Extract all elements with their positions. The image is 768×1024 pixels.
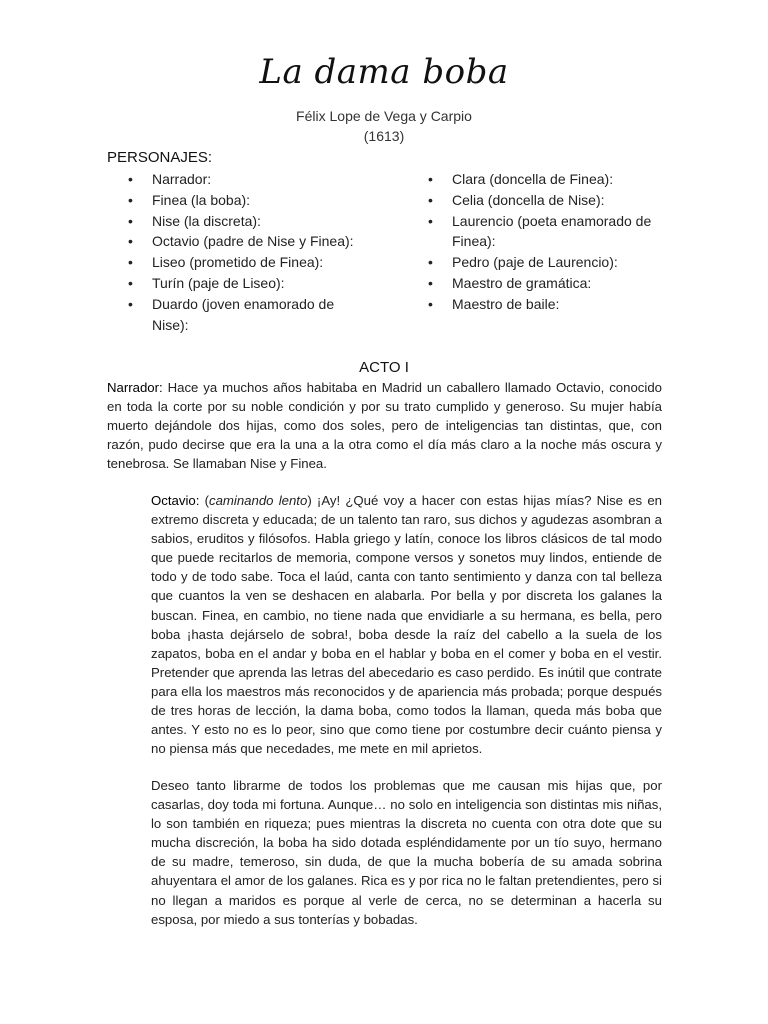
author-name: Félix Lope de Vega y Carpio <box>296 108 472 124</box>
stage-close: ) <box>307 493 317 508</box>
character-item: • Maestro de baile: <box>428 294 668 315</box>
character-item: • Pedro (paje de Laurencio): <box>428 252 668 273</box>
document-title: La dama boba <box>259 52 509 92</box>
character-item: • Maestro de gramática: <box>428 273 668 294</box>
publication-year: (1613) <box>363 128 405 144</box>
paragraph-text: Hace ya muchos años habitaba en Madrid un caballero llamado Octavio, conocido en toda la corte por su noble condición y por su trato cumplido y generoso. Su mujer había muerto dejándole dos hijas, como dos soles, pero de inteligencias tan distintas, que, con razón, pudo decirse que era la una a la otra como el día más claro a la noche más oscura y tenebrosa. Se llamaban Nise y Finea. <box>107 380 662 472</box>
characters-heading: PERSONAJES: <box>107 149 213 166</box>
character-item: • Octavio (padre de Nise y Finea): <box>128 231 368 252</box>
character-item: • Duardo (joven enamorado de Nise): <box>128 294 368 336</box>
octavio-paragraph-2 <box>151 776 662 929</box>
characters-list-right <box>428 169 668 315</box>
stage-direction: caminando lento <box>208 493 308 508</box>
character-item: • Clara (doncella de Finea): <box>428 169 668 190</box>
speaker-label: Octavio: <box>151 493 200 508</box>
character-item: • Liseo (prometido de Finea): <box>128 252 368 273</box>
stage-open: ( <box>199 493 209 508</box>
speaker-label: Narrador: <box>107 380 163 395</box>
narrator-paragraph <box>107 378 662 473</box>
character-item: • Nise (la discreta): <box>128 211 368 232</box>
octavio-paragraph-1 <box>151 491 662 758</box>
paragraph-text: ¡Ay! ¿Qué voy a hacer con estas hijas mías? Nise es en extremo discreta y educada; de un talento tan raro, sus dichos y agudezas asombran a sabios, eruditos y filósofos. Habla griego y latín, conoce los libros clásicos de tal modo que puede recitarlos de memoria, compone versos y sonetos muy lindos, entiende de todo y de todo sabe. Toca el laúd, canta con tanto sentimiento y danza con tal belleza que cuantos la ven se deshacen en alabarla. Por bella y por discreta los galanes la buscan. Finea, en cambio, no tiene nada que envidiarle a su hermana, es bella, pero boba ¡hasta dejárselo de sobra!, boba desde la raíz del cabello a la suela de los zapatos, boba en el andar y boba en el hablar y boba en el comer y boba en el vestir. Pretender que aprenda las letras del abecedario es caso perdido. Es inútil que contrate para ella los maestros más reconocidos y de apariencia más probada; porque después de tres horas de lección, la dama boba, como todos la llaman, queda más boba que antes. Y esto no es lo peor, sino que como tiene por costumbre decir cuánto piensa y no piensa más que necedades, me mete en mil aprietos. <box>151 493 663 757</box>
character-item: • Laurencio (poeta enamorado de Finea): <box>428 211 668 253</box>
character-item: • Celia (doncella de Nise): <box>428 190 668 211</box>
paragraph-text: Deseo tanto librarme de todos los problemas que me causan mis hijas que, por casarlas, doy toda mi fortuna. Aunque… no solo en inteligencia son distintas mis niñas, lo son también en riqueza; pues mientras la discreta no cuenta con otra dote que su mucha discreción, la boba ha sido dotada espléndidamente por un tío suyo, hermano de su madre, temeroso, sin duda, de que la mucha bobería de su amada sobrina ahuyentara el amor de los galanes. Rica es y por rica no le faltan pretendientes, pero si no llegan a maridos es porque al verle de cerca, no se determinan a hacerla su esposa, por miedo a sus tonterías y bobadas. <box>151 778 662 927</box>
character-item: • Turín (paje de Liseo): <box>128 273 368 294</box>
characters-list-left <box>128 169 368 335</box>
character-item: • Finea (la boba): <box>128 190 368 211</box>
author-block <box>0 106 768 146</box>
act-heading: ACTO I <box>359 359 409 376</box>
character-item: • Narrador: <box>128 169 368 190</box>
